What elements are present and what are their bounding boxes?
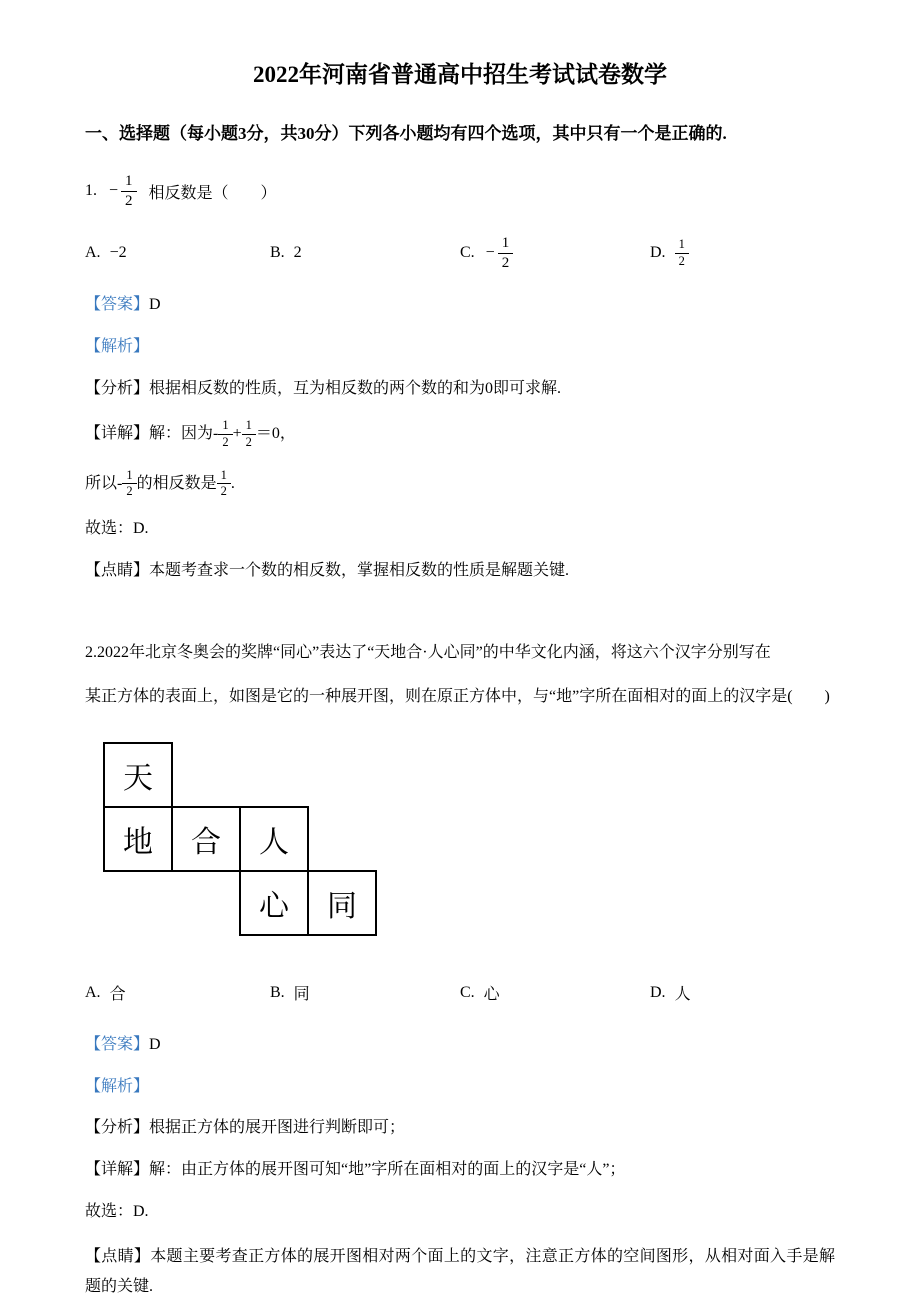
option-text: 心 [483, 986, 500, 1004]
option-label: D. [650, 244, 666, 261]
suoyi-text-1: 所以- [85, 474, 123, 492]
option-label: B. [270, 983, 285, 1001]
option-label: C. [460, 244, 475, 261]
q2-jiexi-line [85, 1075, 835, 1100]
net-cell-tong: 同 [307, 870, 377, 936]
q1-options [85, 230, 835, 276]
net-cell-di: 地 [103, 806, 173, 872]
q1-option-a [85, 244, 270, 262]
q2-block [85, 631, 835, 1302]
option-text: −2 [109, 244, 127, 261]
suoyi-text-3: . [230, 474, 235, 492]
fraction-denominator: 2 [678, 253, 685, 268]
fraction-numerator: 1 [675, 237, 689, 254]
section-header: 一、选择题（每小题3分，共30分）下列各小题均有四个选项，其中只有一个是正确的. [85, 124, 727, 143]
dianjing-tag: 【点睛】 [85, 561, 150, 579]
option-text: 同 [293, 986, 310, 1004]
fraction [217, 468, 231, 500]
option-text: 合 [109, 986, 126, 1004]
xiangjie-text-2: ＝0， [255, 425, 296, 443]
q1-option-b [270, 244, 460, 262]
q1-stem-text: 相反数是（ ） [148, 184, 277, 202]
option-label: D. [650, 983, 666, 1001]
option-label: C. [460, 983, 475, 1001]
q1-jiexi-line [85, 335, 835, 360]
fenxi-text: 根据正方体的展开图进行判断即可； [149, 1119, 406, 1137]
xiangjie-text: 解：由正方体的展开图可知“地”字所在面相对的面上的汉字是“人”； [149, 1161, 626, 1179]
option-text: 2 [293, 244, 302, 261]
net-cell-ren: 人 [239, 806, 309, 872]
jiexi-tag: 【解析】 [85, 337, 150, 355]
q2-xiangjie-line [85, 1158, 835, 1183]
cube-net-figure [103, 742, 379, 938]
fenxi-tag: 【分析】 [85, 379, 150, 397]
fraction-numerator: 1 [218, 418, 232, 435]
q1-number: 1. [85, 182, 97, 199]
q2-dianjing-line [85, 1242, 835, 1302]
answer-tag: 【答案】 [85, 296, 150, 313]
fenxi-text: 根据相反数的性质，互为相反数的两个数的和为0即可求解. [149, 379, 562, 397]
net-cell-xin: 心 [239, 870, 309, 936]
answer-value: D [149, 1035, 161, 1053]
fenxi-tag: 【分析】 [85, 1119, 150, 1137]
option-fraction [486, 234, 514, 273]
q1-stem [85, 168, 835, 214]
answer-tag: 【答案】 [85, 1035, 150, 1053]
q2-options [85, 970, 835, 1016]
q1-fenxi-line [85, 377, 835, 402]
fraction-numerator: 1 [122, 468, 136, 485]
fraction-numerator: 1 [242, 418, 256, 435]
fraction-numerator: 1 [121, 172, 137, 192]
fraction [675, 237, 689, 269]
fraction-denominator: 2 [126, 484, 133, 499]
q2-option-c [460, 981, 650, 1004]
option-text: 人 [674, 986, 691, 1004]
option-label: A. [85, 983, 101, 1001]
dianjing-text: 本题主要考查正方体的展开图相对两个面上的文字，注意正方体的空间图形，从相对面入手是解题的关键. [85, 1247, 835, 1296]
q2-stem-line-1: 2.2022年北京冬奥会的奖牌“同心”表达了“天地合·人心同”的中华文化内涵，将这六个汉字分别写在 [85, 644, 771, 662]
q2-guxuan-line: 故选：D. [85, 1203, 149, 1221]
xiangjie-tag: 【详解】 [85, 1161, 150, 1179]
xiangjie-text-1: 解：因为- [149, 425, 219, 443]
plus-sign: + [232, 425, 242, 443]
option-label: A. [85, 244, 101, 261]
q2-option-b [270, 981, 460, 1004]
fraction-numerator: 1 [217, 468, 231, 485]
q2-stem-line-2: 某正方体的表面上，如图是它的一种展开图，则在原正方体中，与“地”字所在面相对的面上的汉字是( ) [85, 687, 830, 705]
suoyi-text-2: 的相反数是 [136, 474, 217, 492]
q2-option-a [85, 981, 270, 1004]
fraction-denominator: 2 [245, 435, 252, 450]
minus-sign: − [485, 244, 495, 261]
option-label: B. [270, 244, 285, 261]
dianjing-text: 本题考查求一个数的相反数，掌握相反数的性质是解题关键. [149, 561, 570, 579]
fraction-denominator: 2 [501, 254, 510, 271]
q1-xiangjie-line [85, 418, 835, 450]
q2-answer-line [85, 1033, 835, 1058]
fraction-denominator: 2 [222, 435, 229, 450]
q1-answer-line [85, 293, 835, 318]
page-title: 2022年河南省普通高中招生考试试卷数学 [253, 62, 667, 87]
q1-stem-fraction [109, 172, 137, 211]
jiexi-tag: 【解析】 [85, 1077, 150, 1095]
q1-suoyi-line [85, 468, 835, 500]
q2-option-d [650, 981, 835, 1004]
xiangjie-tag: 【详解】 [85, 425, 150, 443]
fraction-denominator: 2 [220, 484, 227, 499]
net-cell-tian: 天 [103, 742, 173, 808]
net-cell-he: 合 [171, 806, 241, 872]
fraction [121, 172, 137, 211]
q1-option-d [650, 237, 835, 269]
fraction [242, 418, 256, 450]
answer-value: D [149, 296, 161, 313]
fraction-numerator: 1 [498, 234, 514, 254]
fraction-denominator: 2 [125, 192, 133, 209]
q1-option-c [460, 234, 650, 273]
fraction [218, 418, 232, 450]
fraction [498, 234, 514, 273]
minus-sign: − [109, 182, 119, 199]
q1-dianjing-line [85, 559, 835, 584]
q2-fenxi-line [85, 1116, 835, 1141]
fraction [122, 468, 136, 500]
q1-guxuan-line: 故选：D. [85, 519, 149, 537]
dianjing-tag: 【点睛】 [85, 1247, 151, 1265]
